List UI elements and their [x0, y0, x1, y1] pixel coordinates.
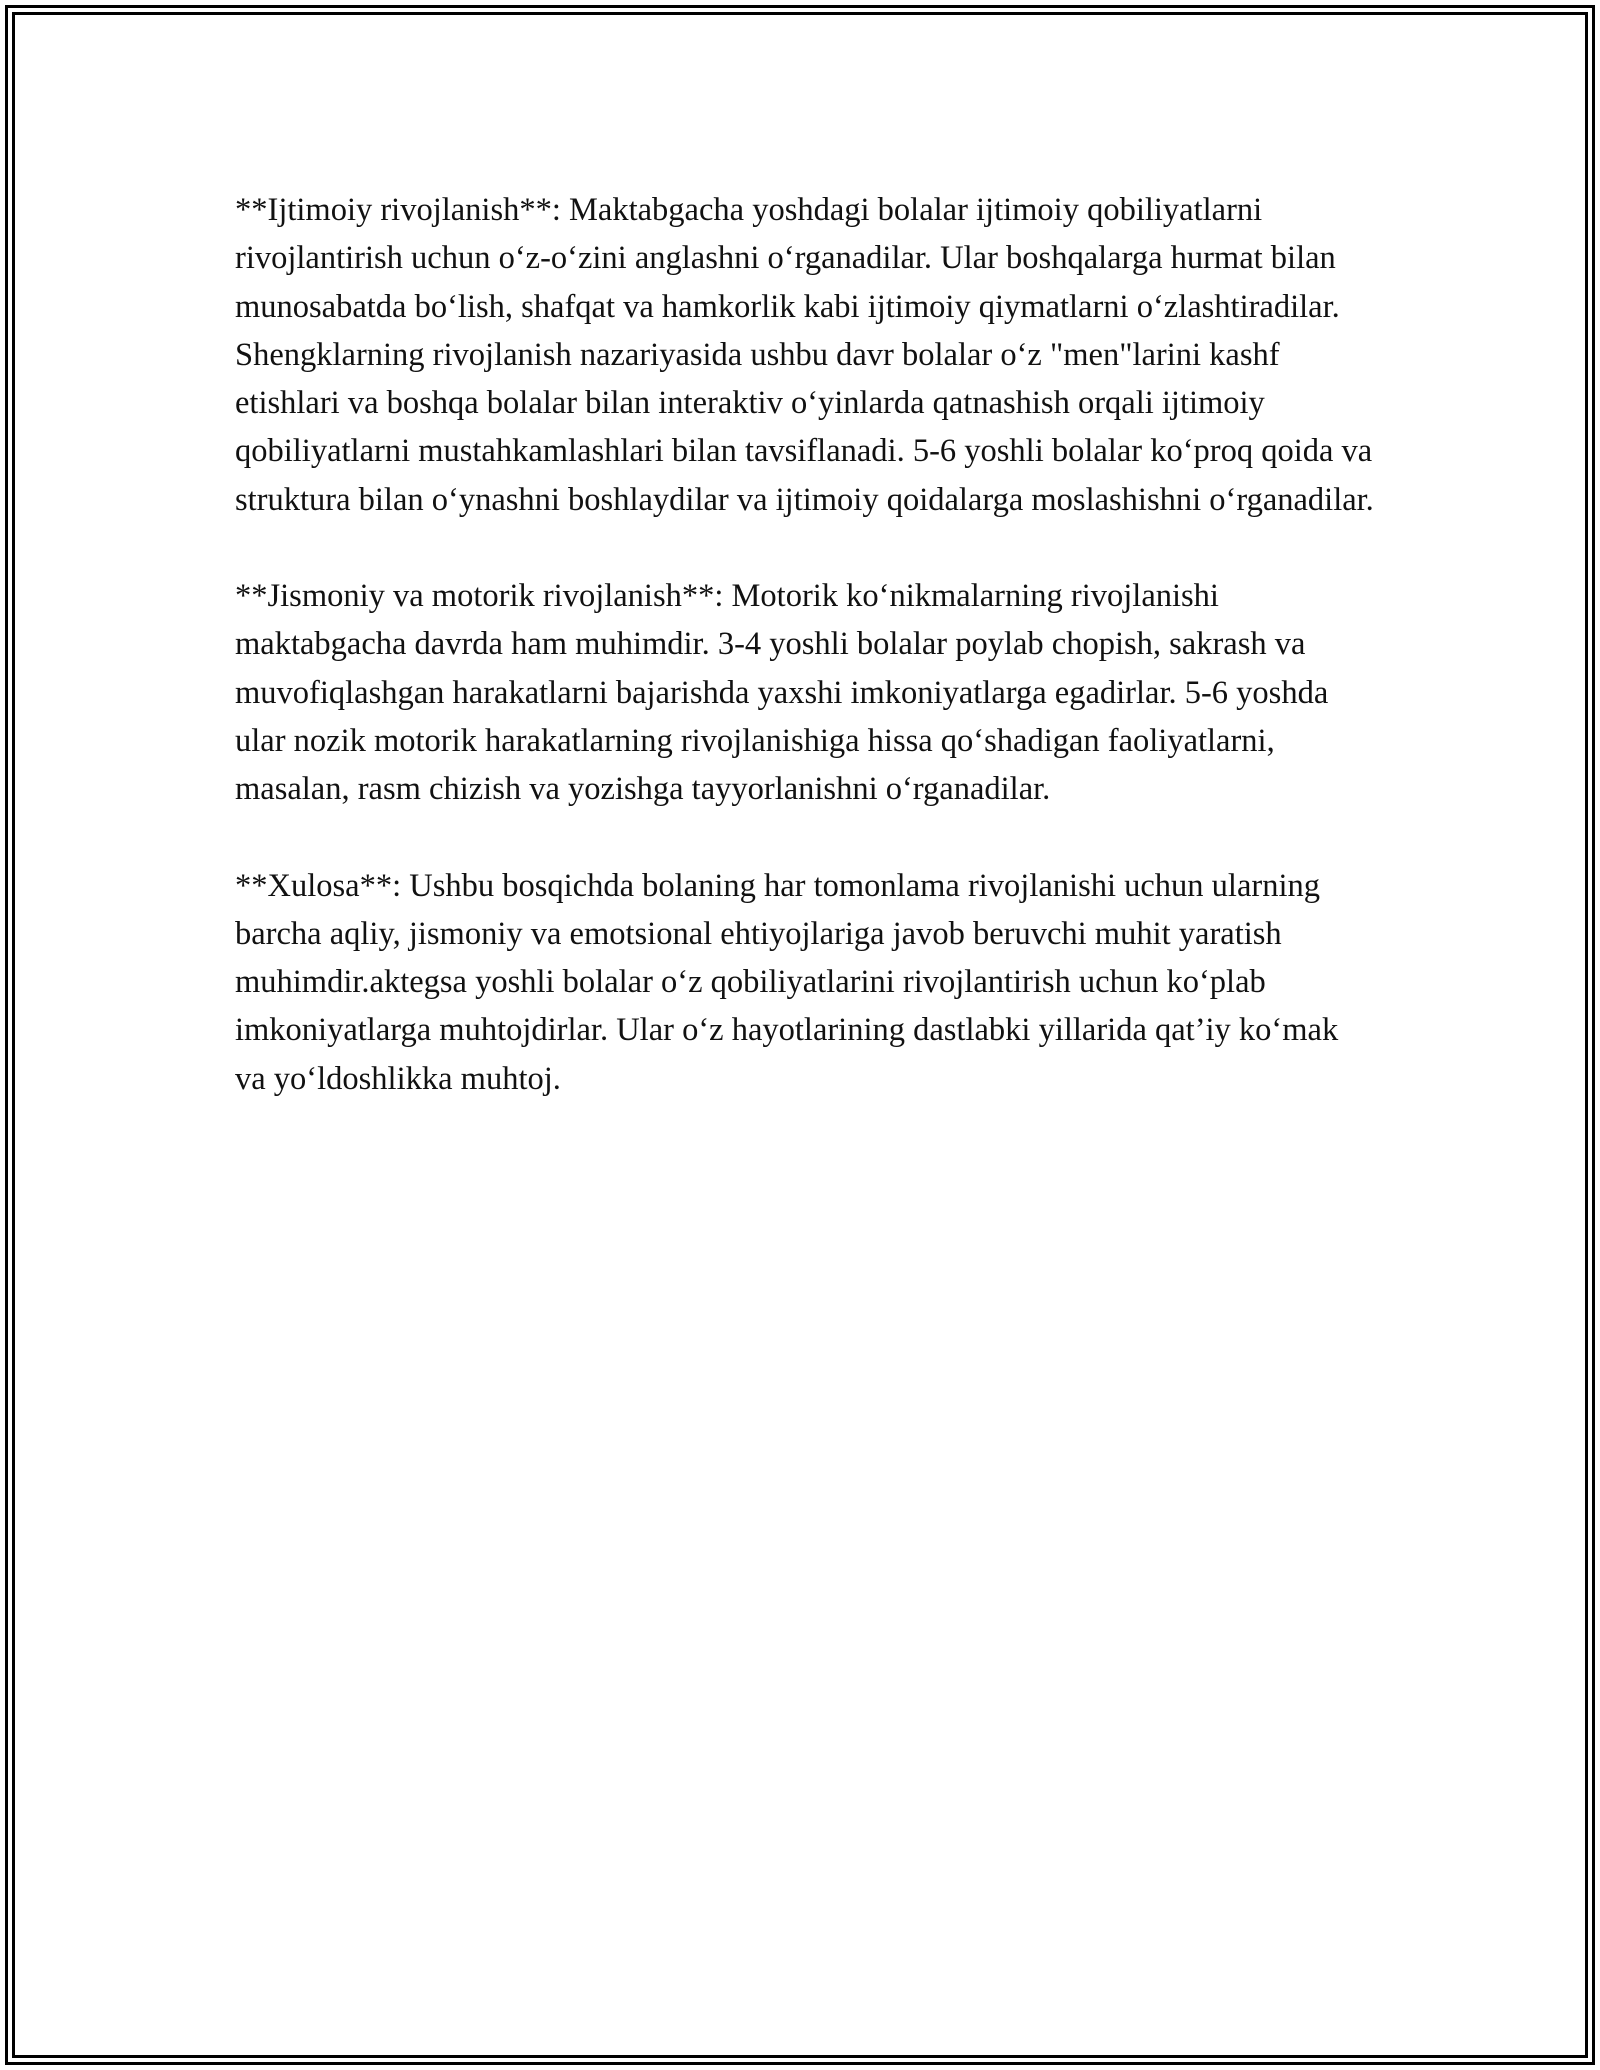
paragraph-conclusion: **Xulosa**: Ushbu bosqichda bolaning har tomonlama rivojlanishi uchun ularning barcha aqliy, jismoniy va emotsional ehtiyojlariga javob beruvchi muhit yaratish muhimdir.aktegsa yoshli bolalar o‘z qobiliyatlarini rivojlantirish uchun ko‘plab imkoniyatlarga muhtojdirlar. Ular o‘z hayotlarining dastlabki yillarida qat’iy ko‘mak va yo‘ldoshlikka muhtoj. [235, 867, 1339, 1097]
paragraph-social-development: **Ijtimoiy rivojlanish**: Maktabgacha yoshdagi bolalar ijtimoiy qobiliyatlarni rivojlantirish uchun o‘z-o‘zini anglashni o‘rganadilar. Ular boshqalarga hurmat bilan munosabatda bo‘lish, shafqat va hamkorlik kabi ijtimoiy qiymatlarni o‘zlashtiradilar. Shengklarning rivojlanish nazariyasida ushbu davr bolalar o‘z "men"larini kashf etishlari va boshqa bolalar bilan interaktiv o‘yinlarda qatnashish orqali ijtimoiy qobiliyatlarni mustahkamlashlari bilan tavsiflanadi. 5-6 yoshli bolalar ko‘proq qoida va struktura bilan o‘ynashni boshlaydilar va ijtimoiy qoidalarga moslashishni o‘rganadilar. [235, 192, 1374, 518]
document-body [235, 186, 1375, 1151]
paragraph-physical-motor-development: **Jismoniy va motorik rivojlanish**: Motorik ko‘nikmalarning rivojlanishi maktabgacha davrda ham muhimdir. 3-4 yoshli bolalar poylab chopish, sakrash va muvofiqlashgan harakatlarni bajarishda yaxshi imkoniyatlarga egadirlar. 5-6 yoshda ular nozik motorik harakatlarning rivojlanishiga hissa qo‘shadigan faoliyatlarni, masalan, rasm chizish va yozishga tayyorlanishni o‘rganadilar. [235, 578, 1329, 808]
